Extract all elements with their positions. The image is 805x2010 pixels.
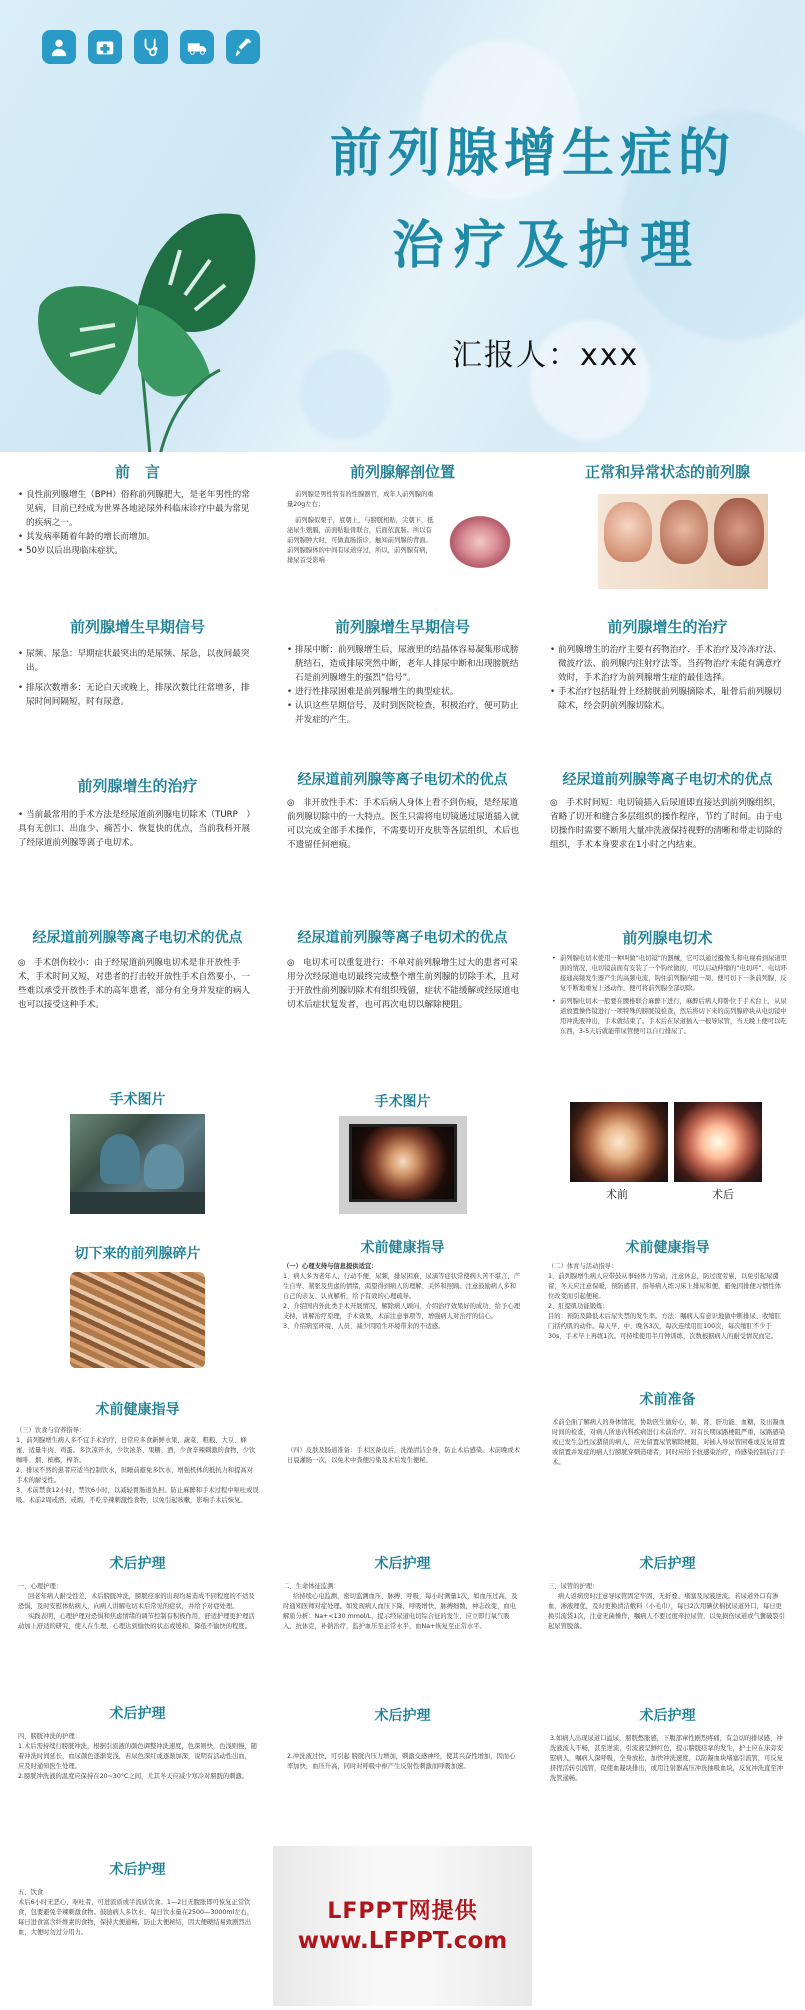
slide-fragments [8,1220,267,1370]
endoscope-monitor-photo [339,1116,467,1214]
slide-anatomy [273,452,532,602]
slide-title: 前列腺增生的治疗 [77,777,198,795]
slide-title: 术后护理 [109,1862,166,1878]
slide-before-after [538,1066,797,1216]
slide-early-signals-1 [8,605,267,755]
prostate-comparison-image [598,494,768,589]
list-item: • 尿频、尿急：早期症状最突出的是尿频、尿急，以夜间最突出。 [18,647,255,675]
slide-postop-irrigation [8,1692,267,1842]
slide-title: 手术图片 [374,1094,431,1110]
before-caption: 术前 [606,1188,628,1201]
section-heading: 四、膀胱冲洗的护理： [18,1733,81,1740]
slide-surgery-photo-1 [8,1066,267,1216]
list-item: • 手术治疗包括耻骨上经膀胱前列腺摘除术，耻骨后前列腺切除术，经会阴前列腺切除术。 [550,685,787,713]
slide-advantage-2 [538,758,797,908]
section-heading: 五、饮食 [18,1889,44,1896]
slide-title: 正常和异常状态的前列腺 [584,463,750,481]
watermark-line1: LFPPT网提供 [327,1899,478,1924]
body-text: （四）皮肤及肠道准备：手术区备皮后，洗澡清洁全身，防止术后感染。术前晚或术日晨灌肠一次，以免术中粪便污染及术后发生便秘。 [287,1447,520,1464]
slide-title: 术后护理 [374,1708,431,1724]
section-heading: （二）体育与活动指导： [548,1263,618,1270]
reporter-label: 汇报人：xxx [452,338,640,373]
body-text: 目的：预防及降低术后尿失禁的发生率。方法：嘱病人有意识地做中断排尿、收缩肛门括约肌的动作。每天早、中、晚各3次，每次连续用肛100次，每次缩肛不少于30s，手术早上再练1次。可持续使用半月钟训练，次数根据病人的耐受情况而定。 [548,1313,781,1340]
body-text: 实践表明，心理护理对恐惧和焦虑情绪的调节控制有积极作用，舒适护理更护理活动加上舒适的研究，使人在生理、心理达到愉快的状态或缓和，降低不愉快的程度。 [18,1613,255,1630]
body-text: 2.膀胱冲洗液的温度应保持在20~30°C之间，尤其冬天应减少寒冷对膀胱的刺激。 [18,1773,249,1780]
body-text: ◎ 手术时间短：电切镜插入后尿道即直接达到前列腺组织，省略了切开和缝合多层组织的操作程序，节约了时间。由于电切操作时需要不断用大量冲洗液保持视野的清晰和带走切除的组织，手术本身要求在1小时之内结束。 [550,798,783,850]
body-text: 病人返病房时注意导尿管固定牢固，无折叠、堵塞及尿液逆流。若尿道外口有渗血，渗液理优，及时更换清洁敷料（小毛巾），每日2次用碘伏棉拭尿道外口，每日更换引流袋1次，注意无菌操作，嘱病人不要过度牵拉尿管，以免损伤尿道或气囊破裂引起尿管脱落。 [548,1593,785,1630]
section-heading: 三、尿管的护理： [548,1583,599,1590]
body-text: 给持续心电监测，密切监测血压、脉搏、呼吸，每小时测量1次，如血压过高，及时通知医师对症处理。如发现病人血压下降，呼吸增快，脉搏细数，神志改变，血电解质分析：Na+<130 mmol/L，提示经尿道电切综合征的发生，应立即行氧气吸入，抗休克，补钠治疗，监护血压至正常水平，血Na+恢复至正常水平。 [283,1593,518,1630]
body-text: ◎ 电切术可以重复进行：不单对前列腺增生过大的患者可采用分次经尿道电切最终完成整个增生前列腺的切除手术，且对于开放性前列腺切除术有组织残留，症状不能缓解或经尿道电切术后症状复发者，也可再次电切以解除梗阻。 [287,958,520,1010]
slide-title: 前列腺电切术 [622,929,713,947]
slide-title: 前列腺增生早期信号 [334,618,470,636]
slide-postop-irrigation-2 [273,1692,532,1842]
body-text: 2、介绍国内外此类手术开展情况，解除病人顾问，介绍治疗效果好的成功、给予心理支持，讲解治疗原理，手术效果，术前注意事项等，增强病人对治疗的信心。 [283,1303,520,1320]
list-item: • 当前最常用的手术方法是经尿道前列腺电切除术（TURP ） [18,808,255,822]
body-text: 1、前列腺增生病人应带鼓从事轻体力劳动，注意休息，防过度劳累，以免引起尿潴留，冬天应注意保暖，预防感冒，指导病人练习床上排尿和便，避免因排便习惯性体位改变而引起便秘。 [548,1273,781,1300]
slide-title: 切下来的前列腺碎片 [74,1246,201,1262]
anatomy-image [445,512,515,572]
list-item: • 进行性排尿困难是前列腺增生的典型症状。 [287,685,520,699]
slide-early-signals-2 [273,605,532,755]
body-text: 2.冲洗液过快，可引起 膀胱内压力增加，刺激交感神经，使其兴奋性增加，因而心率加快，血压升高，同时对呼吸中枢产生反射性刺激而呼吸加速。 [287,1753,516,1770]
slide-advantage-1 [273,758,532,908]
monstera-plant-icon [20,155,280,452]
before-photo [570,1102,668,1182]
slide-title: 术后护理 [639,1556,696,1572]
page-subtitle: 治疗及护理 [392,216,703,276]
list-item: • 排尿次数增多：无论白天或晚上，排尿次数比往常增多，排尿时间间隔短，时有尿意。 [18,681,255,709]
slide-title: 前列腺增生的治疗 [607,618,728,636]
body-text: 1、前列腺增生病人多不宜手术治疗，日常应多食新鲜水果、蔬菜、粗粮、大豆、蜂蜜、适量牛肉、鸡蛋。多饮凉开水，少饮浓茶、果糖、酒，少食辛辣刺激的食物，少饮咖啡、烟、槟榔，榨茶。 [16,1437,256,1464]
body-text: 1、病人多为老年人，行动不便，尿频，排尿困难，尿滴等症状常使病人苦不堪言，产生自卑、紧张及焦虑的情绪，渴望得到病人的理解、关怀和照顾。注意鼓励病人多和自己的亲友、认真解析，给予有效的心理疏导。 [283,1273,520,1300]
body-text: 3.如病人出现尿道口溢尿，膀胱憋胀感，下腹部窜性剧烈疼痛，有急切的排尿感，冲洗液流入不畅，甚至逆流，引流液呈鲜红色，提示膀胱痉挛的发生，护士应在床旁安慰病人，嘱病人深呼吸，全身放松，加快冲洗速度，以防凝血块堵塞引流管，可反复挤捏活转引流管，促使血凝块排出，或用注射器高压冲洗抽吸血块，反复冲洗直至冲洗管通畅。 [550,1735,783,1782]
list-item: • 前列腺电切术一般要在腰椎联合麻醉下进行，麻醉后病人仰卧位于手术台上，从尿道放置操作镜进行一项特殊的膀胱镜检查，然后将切下来的前列腺碎块从电切镜中用冲洗液冲出，手术就结束了。手术后在尿道插入一根导尿管，当天晚上便可以吃东西，3-5天后就能带尿管便可以自行排尿了。 [552,997,787,1037]
slide-postop-diet [8,1846,267,2006]
slide-title: 经尿道前列腺等离子电切术的优点 [32,930,243,946]
slide-title: 经尿道前列腺等离子电切术的优点 [297,772,508,788]
body-text: ◎ 手术创伤较小：由于经尿道前列腺电切术是非开放性手术，手术时间又短，对患者的打击较开放性手术自然要小，一些难以承受开放性手术的高年患者，部分有全身并发症的病人也可以接受这种手术。 [18,958,251,1010]
slide-resection [538,912,797,1062]
watermark-panel [273,1846,532,2006]
after-caption: 术后 [712,1188,734,1201]
slide-preop-guide-3 [8,1374,267,1534]
list-item: • 50岁以后出现临床症状。 [18,544,255,558]
body-text: 回老年病人耐受性差，术后膀胱冲洗，膀胱痉挛的出现均易造成不同程度的不适及恐惧，及时安慰体贴病人，向病人讲解电切术后常见的症状，并给予对症处理。 [18,1593,255,1610]
body-text: 术后6小时无恶心、呕吐者，可进流质或半流质饮食。1—2日无腹胀即可恢复正常饮食，包要避免辛辣刺激食物。鼓励病人多饮水，每日饮水量在2500—3000ml左右，每日进食富含纤维素的食物，保持大便通畅，防止大便秘结，因大便硬结易致剧烈出血，大便时勿过分用力。 [18,1899,254,1936]
list-item: • 其发病率随着年龄的增长而增加。 [18,530,255,544]
slide-preop-guide-2 [538,1220,797,1370]
section-heading: （一）心理支持与信息提供适宜： [283,1263,378,1270]
list-item: • 认识这些早期信号，及时到医院检查，积极治疗，便可防止并发症的产生。 [287,699,520,727]
slide-normal-abnormal [538,452,797,602]
stethoscope-icon [134,30,168,64]
body-text: ◎ 非开放性手术：手术后病人身体上看不到伤痕，是经尿道前列腺切除中的一大特点。医生只需将电切镜通过尿道插入就可以完成全部手术操作，不需要切开皮肤等各层组织，术后也不遗留任何疤痕。 [287,798,520,850]
slide-title: 术前准备 [639,1392,696,1408]
watermark-line2: www.LFPPT.com [297,1928,508,1954]
body-text: 前列腺似栗子，底朝上，与膀胱相贴，尖朝下，抵泌尿生殖膈，前面贴耻骨联合，后面依直肠。所以有前列腺肿大时，可做直肠指诊，触知前列腺的背面。前列腺腺体的中间有尿道穿过，所以，前列腺有病，排尿首受影响 [287,517,434,564]
slide-postop-catheter [538,1538,797,1688]
slide-title: 术前健康指导 [625,1240,710,1256]
list-item: • 排尿中断：前列腺增生后，尿液里的结晶体容易凝集形成膀胱结石，造成排尿突然中断，老年人排尿中断和出现膀胱结石是前列腺增生的强烈“信号”。 [287,643,520,685]
list-item: • 前列腺电切术使用一种叫做“电切镜”的器械，它可以通过摄像头和电视看到尿道里面的情况，电切镜前面有安装了一个钩丝做的，可以启动伸缩的“电切环”，电切环接通高频发生器产生的高频电流，钩住前列腺内组一周，便可切下一条前列腺，反复不断地重复上述动作，便可将前列腺全部切除。 [552,954,787,994]
slide-title: 手术图片 [109,1092,166,1108]
surgery-photo [70,1114,205,1214]
slide-title: 经尿道前列腺等离子电切术的优点 [297,930,508,946]
slide-preop-guide-1 [273,1220,532,1370]
body-text: 3、介绍病室环境、人员，减少因陌生环境带来的不适感。 [283,1323,445,1330]
body-text: 具有无创口、出血少、痛苦小、恢复快的优点，当前我科开展了经尿道前列腺等离子电切术。 [18,824,251,848]
body-text: 2、排尿不然的患者应适当控制饮水，但睡前避免多饮水，增强机体的抵抗力和提高对手术的耐受性。 [16,1467,253,1484]
section-heading: 一、心理护理： [18,1583,63,1590]
title-slide [0,0,805,452]
slide-preop-prep [538,1374,797,1534]
slide-preop-guide-4 [273,1374,532,1534]
slide-title: 术前健康指导 [360,1240,445,1256]
page-title: 前列腺增生症的 [330,124,737,184]
slide-title: 经尿道前列腺等离子电切术的优点 [562,772,773,788]
slide-treatment-1 [538,605,797,755]
slide-postop-vitals [273,1538,532,1688]
body-text: 2、肛提肌功能锻炼： [548,1303,609,1310]
slide-preface [8,452,267,602]
slide-advantage-4 [273,912,532,1062]
section-heading: （三）饮食与营养指导： [16,1427,86,1434]
slide-title: 前 言 [114,463,160,481]
body-text: 术前全面了解病人的身体情况，协助医生做好心、肺、肾、肝功能、血糖，及出凝血时间的检查，对病人所患内科疾病进行术前治疗。对有长期尿路梗阻严重，尿路感染或已发生急性尿潴留的病人，应先留置尿管解除梗阻，对插入导尿管困难或反复留置或留置并发症的病人行膀胱穿刺造瘘者，同时应给予抗感染治疗，待感染控制后行手术。 [552,1419,785,1466]
section-heading: 二、生命体征监测： [283,1583,340,1590]
after-photo [674,1102,762,1182]
ambulance-icon [180,30,214,64]
bokeh-light [300,350,390,440]
slide-surgery-photo-2 [273,1066,532,1216]
slide-title: 前列腺增生早期信号 [69,618,205,636]
syringe-icon [226,30,260,64]
body-text: 3、术前禁食12小时，禁饮6小时，以减轻胃肠道负担。防止麻醉和手术过程中呕吐或误吸。术前2周戒酒、戒烟，不吃辛辣刺激性食物，以免引起咳嗽，影响手术后恢复。 [16,1487,259,1504]
slide-title: 术前健康指导 [95,1402,180,1418]
list-item: • 良性前列腺增生（BPH）俗称前列腺肥大，是老年男性的常见病，目前已经成为世界各地泌尿外科临床诊疗中最为常见的疾病之一。 [18,488,255,530]
list-item: • 前列腺增生的治疗主要有药物治疗、手术治疗及冷冻疗法、微波疗法、前列腺内注射疗法等。当药物治疗未能有满意疗效时，手术治疗为前列腺增生症的最佳选择。 [550,643,787,685]
slide-title: 术后护理 [109,1556,166,1572]
prostate-fragments-photo [70,1272,205,1368]
slide-title: 术后护理 [109,1706,166,1722]
slide-postop-psych [8,1538,267,1688]
medical-icons-row [42,30,260,64]
first-aid-icon [88,30,122,64]
slide-title: 术后护理 [374,1556,431,1572]
body-text: 1.术后需持续行膀胱冲洗，根据引流液的颜色调整冲洗速度，色深则快，色浅则慢，随着冲洗时间延长，血尿颜色逐渐变浅，若尿色深红或逐渐加深，说明有活动性出血，应及时通知医生处理。 [18,1743,257,1770]
slide-postop-irrigation-3 [538,1692,797,1842]
doctor-icon [42,30,76,64]
slide-advantage-3 [8,912,267,1062]
slide-title: 前列腺解剖位置 [349,463,455,481]
body-text: 前列腺是男性特有的性腺器官，成年人前列腺的重量20g左右； [287,491,434,508]
slide-title: 术后护理 [639,1708,696,1724]
slide-treatment-2 [8,758,267,908]
